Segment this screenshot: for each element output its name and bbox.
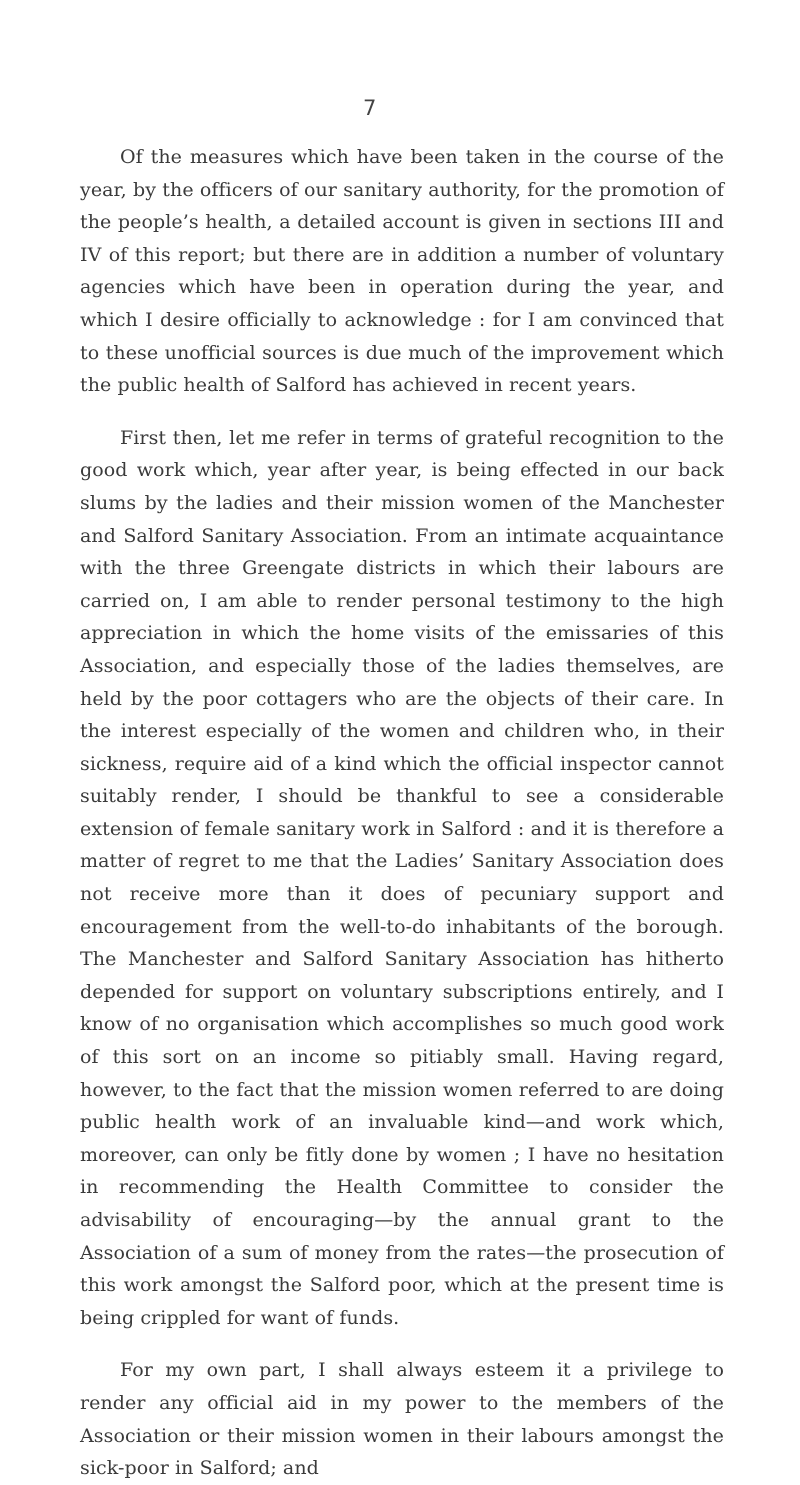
paragraph-voluntary-agencies: Of the measures which have been taken in the course of the year, by the officers of our sanitary authority, for the promotion of the people’s health, a detailed account is given in sections III and IV of this report; but there are in addition a number of voluntary agencies which have been in operation during the year, and which I desire officially to acknowledge : for I am convinced that to these unofficial sources is due much of the improvement which the public health of Salford has achieved in recent years. [80, 146, 724, 397]
page-number: 7 [363, 96, 377, 120]
paragraph-sanitary-association: First then, let me refer in terms of grateful recognition to the good work which, year after year, is being effected in our back slums by the ladies and their mission women of the Manchester and Salford Sanitary Association. From an intimate acquaintance with the three Greengate districts in which their labours are carried on, I am able to render personal testimony to the high appreciation in which the home visits of the emissaries of this Association, and especially those of the ladies themselves, are held by the poor cottagers who are the objects of their care. In the interest especially of the women and children who, in their sickness, require aid of a kind which the official inspector cannot suitably render, I should be thankful to see a considerable extension of female sanitary work in Salford : and it is therefore a matter of regret to me that the Ladies’ Sanitary Association does not receive more than it does of pecuniary support and encouragement from the well-to-do inhabitants of the borough. The Manchester and Salford Sanitary Association has hitherto depended for support on voluntary subscriptions entirely, and I know of no organisation which accomplishes so much good work of this sort on an income so pitiably small. Having regard, however, to the fact that the mission women referred to are doing public health work of an invaluable kind—and work which, moreover, can only be fitly done by women ; I have no hesitation in recommending the Health Committee to consider the advisability of encouraging—by the annual grant to the Association of a sum of money from the rates—the prosecution of this work amongst the Salford poor, which at the present time is being crippled for want of funds. [80, 426, 724, 1329]
body-text [80, 141, 724, 1485]
paragraph-official-aid: For my own part, I shall always esteem it a privilege to render any official aid in my power to the members of the Association or their mission women in their labours amongst the sick-poor in Salford; and [80, 1359, 724, 1480]
